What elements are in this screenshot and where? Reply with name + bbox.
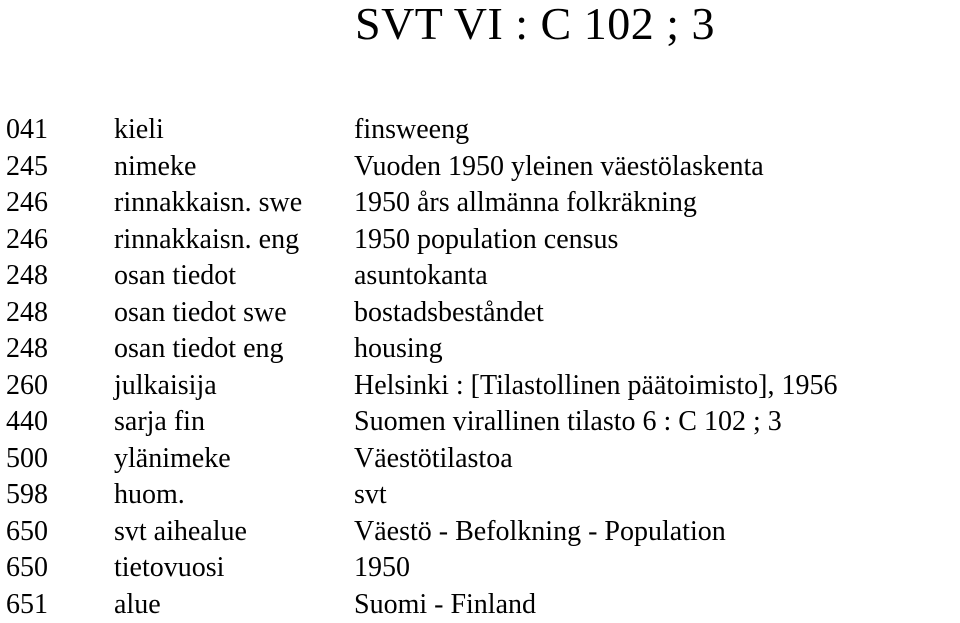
- field-value: asuntokanta: [354, 258, 488, 294]
- field-code: 440: [6, 404, 48, 440]
- field-label: julkaisija: [114, 368, 217, 404]
- field-label: osan tiedot swe: [114, 295, 287, 331]
- record-row: [0, 149, 960, 186]
- field-label: alue: [114, 587, 161, 623]
- record-row: [0, 550, 960, 587]
- record-row: [0, 514, 960, 551]
- record-row: [0, 477, 960, 514]
- field-label: ylänimeke: [114, 441, 231, 477]
- field-label: svt aihealue: [114, 514, 247, 550]
- record-row: [0, 185, 960, 222]
- field-value: Helsinki : [Tilastollinen päätoimisto], 1956: [354, 368, 838, 404]
- field-label: tietovuosi: [114, 550, 224, 586]
- record-row: [0, 295, 960, 332]
- field-code: 650: [6, 550, 48, 586]
- field-label: rinnakkaisn. eng: [114, 222, 299, 258]
- page-title: SVT VI : C 102 ; 3: [355, 0, 715, 52]
- field-value: Väestö - Befolkning - Population: [354, 514, 726, 550]
- field-label: nimeke: [114, 149, 196, 185]
- field-code: 246: [6, 185, 48, 221]
- record-row: [0, 441, 960, 478]
- field-code: 248: [6, 331, 48, 367]
- field-value: 1950 population census: [354, 222, 618, 258]
- record-row: [0, 404, 960, 441]
- field-value: housing: [354, 331, 443, 367]
- field-value: 1950 års allmänna folkräkning: [354, 185, 697, 221]
- record-row: [0, 331, 960, 368]
- field-value: 1950: [354, 550, 410, 586]
- record-row: [0, 258, 960, 295]
- field-code: 650: [6, 514, 48, 550]
- record-row: [0, 587, 960, 623]
- field-value: finsweeng: [354, 112, 469, 148]
- field-value: Väestötilastoa: [354, 441, 513, 477]
- record-row: [0, 112, 960, 149]
- field-label: rinnakkaisn. swe: [114, 185, 302, 221]
- field-value: Suomi - Finland: [354, 587, 536, 623]
- field-code: 248: [6, 258, 48, 294]
- record-table: [0, 112, 960, 623]
- field-label: sarja fin: [114, 404, 205, 440]
- field-label: osan tiedot: [114, 258, 236, 294]
- field-value: Suomen virallinen tilasto 6 : C 102 ; 3: [354, 404, 782, 440]
- field-value: Vuoden 1950 yleinen väestölaskenta: [354, 149, 764, 185]
- field-code: 500: [6, 441, 48, 477]
- field-code: 651: [6, 587, 48, 623]
- field-label: huom.: [114, 477, 185, 513]
- field-code: 041: [6, 112, 48, 148]
- field-code: 598: [6, 477, 48, 513]
- field-label: kieli: [114, 112, 164, 148]
- field-code: 246: [6, 222, 48, 258]
- field-value: bostadsbeståndet: [354, 295, 544, 331]
- field-value: svt: [354, 477, 387, 513]
- record-row: [0, 368, 960, 405]
- record-row: [0, 222, 960, 259]
- field-code: 260: [6, 368, 48, 404]
- field-code: 248: [6, 295, 48, 331]
- field-code: 245: [6, 149, 48, 185]
- field-label: osan tiedot eng: [114, 331, 284, 367]
